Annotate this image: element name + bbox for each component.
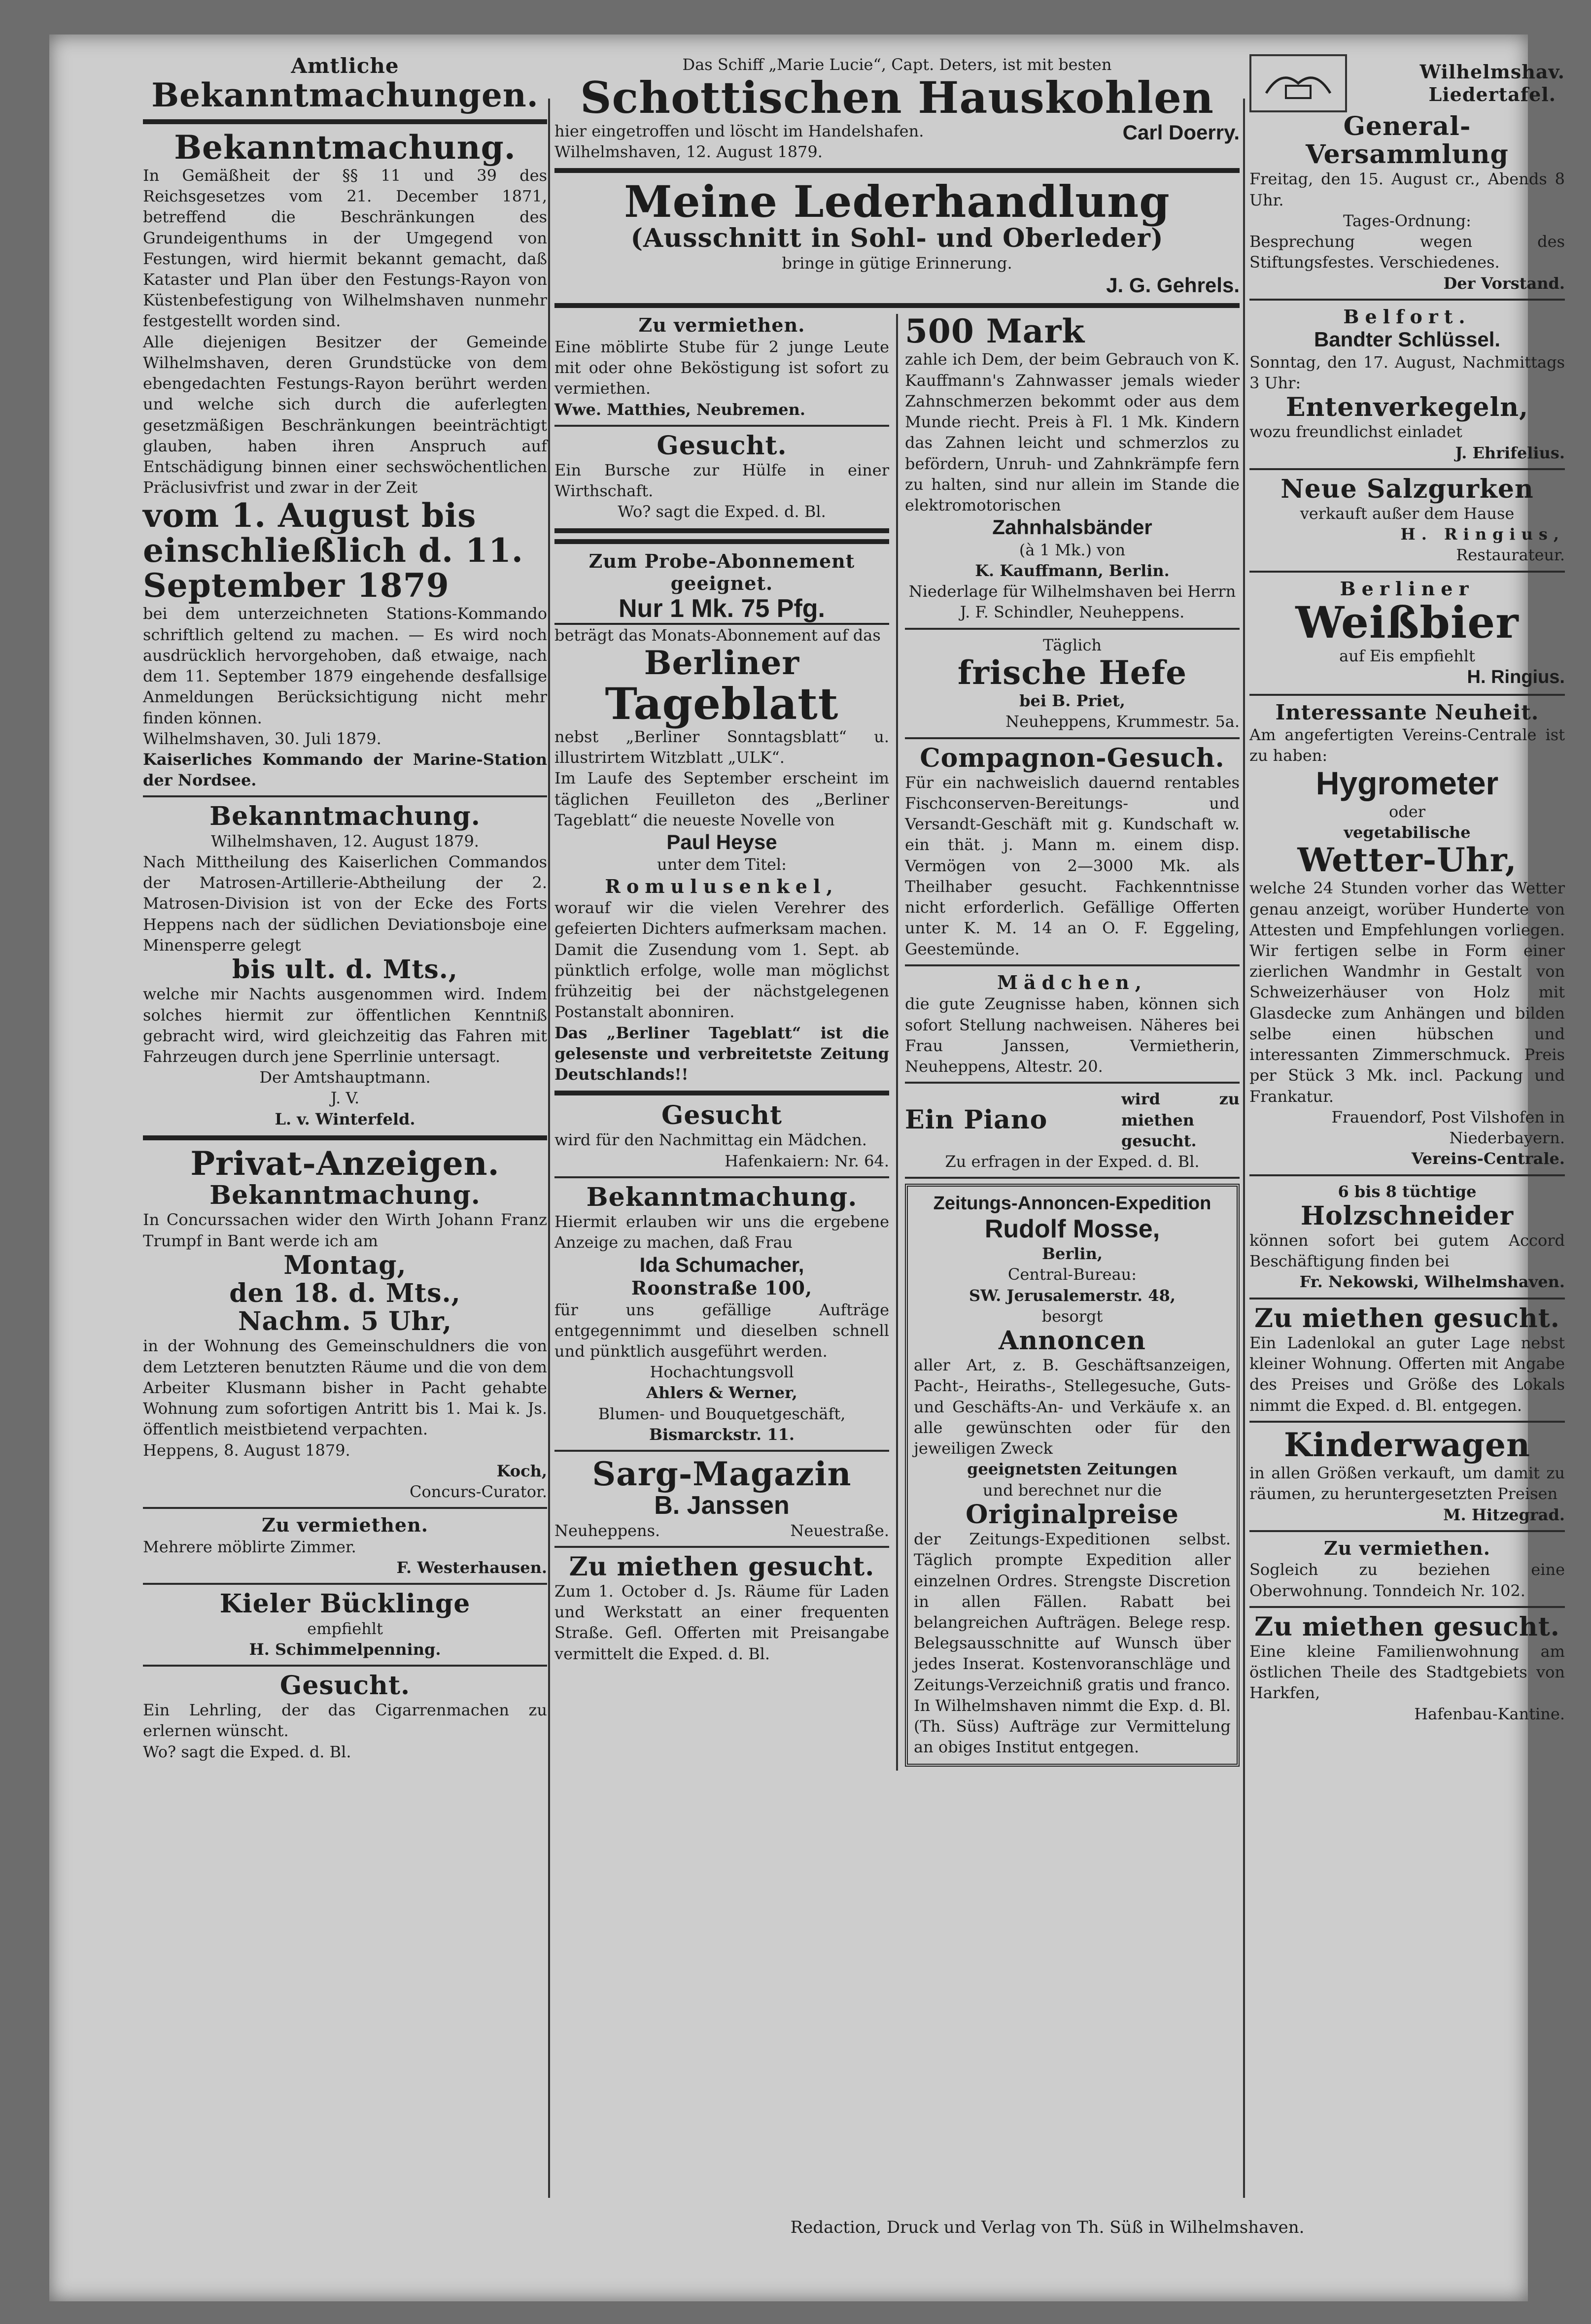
ad-title: Zeitungs-Annoncen-Expedition	[933, 1193, 1211, 1214]
notice-title: Bekanntmachung.	[209, 801, 481, 832]
ad-title-weissbier: Weißbier	[1295, 597, 1519, 649]
ad-body: Ein Bursche zur Hülfe in einer Wirthschaft.	[554, 460, 889, 501]
ad-signature: Ahlers & Werner,	[646, 1383, 797, 1402]
notice-signature: Kaiserliches Kommando der Marine-Station der Nordsee.	[143, 750, 547, 790]
ad-body: Zu erfragen in der Exped. d. Bl.	[945, 1152, 1200, 1171]
ad-title: Annoncen	[998, 1326, 1146, 1356]
ad-body: verkauft außer dem Hause	[1300, 504, 1515, 523]
ad-title: Gesucht	[661, 1100, 783, 1131]
ad-title: Zum Probe-Abonnement geeignet.	[588, 549, 855, 595]
divider	[1249, 1174, 1565, 1176]
ad-box-mosse	[905, 1184, 1240, 1766]
ad-signature: Wo? sagt die Exped. d. Bl.	[618, 502, 826, 521]
divider	[1249, 1530, 1565, 1532]
notice-body: bei dem unterzeichneten Stations-Kommando schriftlich geltend zu machen. — Es wird noch ausdrücklich hervorgehoben, daß etwaige, nach dem 11. September 1879 eingehende desfallsige Anmeldungen Berücksichtigung nicht mehr finden können.	[143, 604, 547, 727]
ad-body: Täglich	[1043, 635, 1102, 654]
liedertafel-title	[1420, 61, 1565, 105]
divider	[1249, 1606, 1565, 1608]
ad-signature: Vereins-Centrale.	[1411, 1149, 1565, 1168]
ad-body: Eine möblirte Stube für 2 junge Leute mit oder ohne Beköstigung ist sofort zu vermiethen.	[554, 337, 889, 398]
ad-signature: H. Ringius,	[1400, 525, 1565, 544]
ad-title: Ein Piano	[905, 1105, 1048, 1135]
column-3	[1249, 54, 1565, 1724]
ad-footer-row	[554, 1520, 889, 1541]
ad-title: Zu vermiethen.	[262, 1514, 428, 1537]
ad-title: Liedertafel.	[1428, 83, 1556, 105]
heading-bekanntmachungen: Bekanntmachungen.	[151, 76, 539, 115]
ad-signature: Wo? sagt die Exped. d. Bl.	[143, 1742, 351, 1761]
ad-body: zahle ich Dem, der beim Gebrauch von K. Kauffmann's Zahnwasser jemals wieder Zahnschmerzen bekommt oder aus dem Munde riecht. Preis à Fl. 1 Mk. Kindern das Zahnen leicht und schmerzlos zu befördern, Unruh- und Zahnkrämpfe fern zu halten, sind nur allein im Stande die elektromotorischen	[905, 350, 1240, 515]
column-2b	[898, 314, 1240, 1770]
ad-body: empfiehlt	[307, 1619, 383, 1638]
ad-name: Rudolf Mosse,	[984, 1214, 1160, 1243]
ad-title-kinderwagen: Kinderwagen	[1283, 1425, 1531, 1464]
ad-title: Gesucht.	[279, 1670, 411, 1701]
notice-highlight: Montag,	[283, 1250, 407, 1280]
ad-title: Versammlung	[1306, 139, 1509, 170]
ad-title: Berliner	[644, 644, 800, 683]
ad-signature: Restaurateur.	[1456, 546, 1565, 565]
ad-address: Roonstraße 100,	[631, 1276, 813, 1299]
ad-title: Neue Salzgurken	[1280, 474, 1534, 504]
ad-title: Compagnon-Gesuch.	[920, 743, 1225, 773]
ad-title: Zu vermiethen.	[638, 314, 805, 337]
ad-title: General-	[1343, 111, 1471, 141]
ad-subtitle: (Ausschnitt in Sohl- und Oberleder)	[630, 223, 1164, 254]
ad-novel-title: Romulusenkel,	[605, 875, 839, 897]
divider	[554, 1091, 889, 1095]
ad-signature: Hafenbau-Kantine.	[1414, 1704, 1565, 1723]
ad-title: Bekanntmachung.	[586, 1182, 858, 1212]
ad-title: frische Hefe	[957, 653, 1187, 692]
ad-product: Zahnhalsbänder	[992, 515, 1152, 539]
ad-title: Sarg-Magazin	[592, 1455, 852, 1494]
ad-body: besorgt	[1041, 1306, 1103, 1326]
ad-title-lederhandlung: Meine Lederhandlung	[624, 176, 1170, 228]
column-2	[554, 54, 1240, 1771]
ad-signature: Blumen- und Bouquetgeschäft,	[598, 1404, 846, 1423]
notice-place: Wilhelmshaven, 30. Juli 1879.	[143, 729, 381, 748]
divider	[554, 1450, 889, 1452]
ad-body: welche 24 Stunden vorher das Wetter genau anzeigt, worüber Hunderte von Attesten und Empfehlungen vorliegen. Wir fertigen selbe in Form einer zierlichen Wandmhr in Gestalt von Schweizerhäuser von Holz mit Glasdecke zum Anhängen und bilden selbe einen hübschen und interessanten Zimmerschmuck. Preis per Stück 3 Mk. incl. Packung und Frankatur.	[1249, 879, 1565, 1106]
divider	[143, 1507, 547, 1509]
ad-title: Bandter Schlüssel.	[1314, 328, 1501, 351]
ad-location: Neuheppens.	[554, 1521, 660, 1540]
ad-signature: J. G. Gehrels.	[1106, 273, 1240, 297]
divider	[554, 1546, 889, 1548]
ad-body: oder	[1389, 802, 1425, 821]
ad-signature: Hafenkaiern: Nr. 64.	[725, 1151, 889, 1170]
ad-title: Originalpreise	[966, 1499, 1179, 1530]
ad-body: Im Laufe des September erscheint im täglichen Feuilleton des „Berliner Tageblatt“ die neueste Novelle von	[554, 769, 889, 829]
notice-signature: Concurs-Curator.	[410, 1482, 547, 1502]
ad-title: Zu miethen gesucht.	[1254, 1611, 1560, 1642]
divider	[1249, 1421, 1565, 1423]
divider	[1249, 1298, 1565, 1299]
ad-body: wozu freundlichst einladet	[1249, 422, 1462, 442]
notice-place: Heppens, 8. August 1879.	[143, 1440, 350, 1460]
ad-title: Interessante Neuheit.	[1275, 700, 1539, 724]
ad-intro: Das Schiff „Marie Lucie“, Capt. Deters, ist mit besten	[682, 55, 1112, 74]
ad-title: Zu miethen gesucht.	[569, 1551, 875, 1582]
ad-body: nebst „Berliner Sonntagsblatt“ u. illustrirtem Witzblatt „ULK“.	[554, 727, 889, 767]
divider	[554, 303, 1240, 308]
ad-body: (à 1 Mk.) von	[1019, 540, 1126, 559]
two-column-section	[554, 314, 1240, 1770]
ad-signature: Carl Doerry.	[1122, 120, 1240, 144]
divider	[905, 1082, 1240, 1084]
ad-body: bringe in gütige Erinnerung.	[782, 253, 1012, 273]
divider	[905, 964, 1240, 966]
ad-body: beträgt das Monats-Abonnement auf das	[554, 626, 881, 645]
ad-body: Hiermit erlauben wir uns die ergebene Anzeige zu machen, daß Frau	[554, 1212, 889, 1252]
ad-body: Sogleich zu beziehen eine Oberwohnung. Tonndeich Nr. 102.	[1249, 1560, 1565, 1600]
ad-title: Mädchen,	[997, 971, 1148, 993]
notice-body: in der Wohnung des Gemeinschuldners die von dem Letzteren benutzten Räume und die von dem Arbeiter Klusmann bisher in Pacht gehabte Wohnung zum sofortigen Antritt bis 1. Mai k. Js. öffentlich meistbietend verpachten.	[143, 1336, 547, 1439]
ad-body: In Wilhelmshaven nimmt die Exp. d. Bl. (Th. Süss) Aufträge zur Vermittelung an obiges Institut entgegen.	[914, 1696, 1231, 1757]
divider	[1249, 468, 1565, 470]
divider	[1249, 694, 1565, 696]
divider	[905, 1177, 1240, 1179]
ad-signature: F. Westerhausen.	[396, 1558, 547, 1577]
ad-signature: Bismarckstr. 11.	[649, 1425, 795, 1444]
divider	[554, 1176, 889, 1178]
divider	[143, 1135, 547, 1140]
ad-product: Hygrometer	[1315, 765, 1499, 802]
ad-body: hier eingetroffen und löscht im Handelshafen.	[554, 121, 924, 140]
divider	[143, 795, 547, 797]
column-2a	[554, 314, 898, 1770]
ad-title: Wilhelmshav.	[1419, 61, 1565, 83]
ad-author: Paul Heyse	[666, 830, 777, 854]
ad-signature: Hochachtungsvoll	[650, 1363, 794, 1382]
ad-body: und berechnet nur die	[983, 1480, 1162, 1500]
ad-body: Damit die Zusendung vom 1. Sept. ab pünktlich erfolge, wolle man möglichst frühzeitig bei der nächstgelegenen Postanstalt abonniren.	[554, 940, 889, 1022]
notice-highlight: Nachm. 5 Uhr,	[238, 1306, 452, 1337]
divider	[143, 119, 547, 124]
ad-body: wird zu miethen gesucht.	[1121, 1090, 1240, 1150]
heading-amtliche: Amtliche	[291, 54, 399, 78]
ad-body: Central-Bureau:	[1007, 1265, 1137, 1284]
divider	[554, 168, 1240, 173]
ad-body: Ein Lehrling, der das Cigarrenmachen zu erlernen wünscht.	[143, 1701, 547, 1741]
imprint-footer: Redaction, Druck und Verlag von Th. Süß in Wilhelmshaven.	[790, 2218, 1305, 2237]
divider	[554, 539, 889, 544]
ad-body-group	[554, 121, 924, 162]
ad-body: vegetabilische	[1344, 822, 1471, 842]
ad-body: Besprechung wegen des Stiftungsfestes. Verschiedenes.	[1249, 232, 1565, 272]
ad-title-schottische-hauskohlen: Schottischen Hauskohlen	[580, 72, 1214, 124]
ad-body: Zum 1. October d. Js. Räume für Laden und Werkstatt an einer frequenten Straße. Gefl. Offerten mit Preisangabe vermittelt die Exped. d. Bl.	[554, 1582, 889, 1663]
notice-body: In Gemäßheit der §§ 11 und 39 des Reichsgesetzes vom 21. December 1871, betreffend die Beschränkungen des Grundeigenthums in der Umgegend von Festungen, wird hiermit bekannt gemacht, daß Kataster und Plan über den Festungs-Rayon von Küstenbefestigung von Wilhelmshaven nunmehr festgestellt worden sind.	[143, 166, 547, 331]
divider	[905, 737, 1240, 739]
liedertafel-header	[1249, 54, 1565, 112]
notice-signature: Koch,	[496, 1461, 547, 1480]
ad-price: Nur 1 Mk. 75 Pfg.	[554, 595, 889, 625]
ad-signature: K. Kauffmann, Berlin.	[975, 561, 1170, 580]
notice-body: In Concurssachen wider den Wirth Johann Franz Trumpf in Bant werde ich am	[143, 1210, 547, 1250]
notice-title: Bekanntmachung.	[174, 128, 516, 167]
ad-address: Frauendorf, Post Vilshofen in Niederbayern.	[1331, 1107, 1565, 1148]
ad-signature: H. Schimmelpenning.	[249, 1640, 441, 1659]
ad-body: für uns gefällige Aufträge entgegennimmt und dieselben schnell und pünktlich ausgeführt werden.	[554, 1300, 889, 1361]
notice-body: welche mir Nachts ausgenommen wird. Indem solches hiermit zur öffentlichen Kenntniß gebracht wird, wird gleichzeitig das Fahren mit Fahrzeugen durch jene Sperrlinie untersagt.	[143, 985, 547, 1066]
ad-body: aller Art, z. B. Geschäftsanzeigen, Pacht-, Heiraths-, Stellegesuche, Guts- und Geschäfts-An- und Verkäufe x. an alle gewünschten oder für den jeweiligen Zweck	[914, 1356, 1231, 1458]
ad-body: können sofort bei gutem Accord Beschäftigung finden bei	[1249, 1230, 1565, 1271]
ad-signature: M. Hitzegrad.	[1443, 1505, 1565, 1524]
ad-title: Holzschneider	[1300, 1200, 1514, 1231]
ad-body: Sonntag, den 17. August, Nachmittags 3 Uhr:	[1249, 352, 1565, 392]
ad-body: Am angefertigten Vereins-Centrale ist zu haben:	[1249, 725, 1565, 765]
ad-product: Wetter-Uhr,	[1297, 841, 1517, 879]
column-rule	[548, 99, 550, 2198]
ad-title: Zu miethen gesucht.	[1254, 1303, 1560, 1333]
ad-body: wird für den Nachmittag ein Mädchen.	[554, 1130, 867, 1150]
divider	[1249, 571, 1565, 573]
notice-title: Bekanntmachung.	[209, 1180, 481, 1211]
ad-title: Gesucht.	[657, 430, 787, 461]
notice-place: Wilhelmshaven, 12. August 1879.	[211, 831, 479, 851]
column-rule	[1243, 99, 1245, 2198]
notice-date-range: vom 1. August bis einschließlich d. 11. September 1879	[143, 496, 523, 605]
ad-signature: Fr. Nekowski, Wilhelmshaven.	[1299, 1272, 1565, 1292]
ad-signature: Der Vorstand.	[1443, 273, 1565, 293]
ad-body: worauf wir die vielen Verehrer des gefeierten Dichters aufmerksam machen.	[554, 898, 889, 938]
ad-body: Tages-Ordnung:	[1343, 211, 1471, 230]
ad-body: Das „Berliner Tageblatt“ ist die gelesenste und verbreitetste Zeitung Deutschlands!!	[554, 1023, 889, 1084]
ad-body: Eine kleine Familienwohnung am östlichen Theile des Stadtgebiets von Harkfen,	[1249, 1642, 1565, 1703]
ad-signature: J. Ehrifelius.	[1455, 443, 1565, 462]
ad-signature: bei B. Priet,	[1019, 691, 1125, 711]
ad-piano-row	[905, 1089, 1240, 1151]
notice-highlight: den 18. d. Mts.,	[229, 1278, 461, 1309]
ad-signature: Wwe. Matthies, Neubremen.	[554, 400, 806, 419]
ad-body: geeignetsten Zeitungen	[967, 1460, 1177, 1479]
ad-place: Wilhelmshaven, 12. August 1879.	[554, 142, 823, 161]
ad-body: der Zeitungs-Expeditionen selbst. Täglich prompte Expedition aller einzelnen Ordres. Strengste Discretion in allen Fällen. Rabatt bei belangreichen Aufträgen. Belege resp. Belegsausschnitte auf Wunsch über jedes Inserat. Kostenvoranschläge und Zeitungs-Verzeichniß gratis und franco.	[914, 1530, 1231, 1694]
ad-title: Entenverkegeln,	[1285, 392, 1529, 423]
ad-body: Mehrere möblirte Zimmer.	[143, 1537, 356, 1556]
ad-title: Kieler Bücklinge	[219, 1589, 471, 1619]
liedertafel-logo	[1249, 54, 1347, 112]
divider	[143, 1583, 547, 1585]
column-1	[143, 54, 547, 1762]
notice-body: Nach Mittheilung des Kaiserlichen Commandos der Matrosen-Artillerie-Abtheilung der 2. Matrosen-Division ist von der Ecke des Forts Heppens nach der südlichen Deviationsboje eine Minensperre gelegt	[143, 852, 547, 955]
ad-city: Berlin,	[1042, 1244, 1103, 1264]
ad-body: Für ein nachweislich dauernd rentables Fischconserven-Bereitungs- und Versandt-Geschäft mit g. Kundschaft w. ein thät. j. Mann m. einem disp. Vermögen von 2—3000 Mk. als Theilhaber gesucht. Fachkenntnisse nicht erforderlich. Gefällige Offerten unter K. M. 14 an O. F. Eggeling, Geestemünde.	[905, 773, 1240, 958]
ad-name: B. Janssen	[654, 1491, 790, 1520]
ad-body: Ein Ladenlokal an guter Lage nebst kleiner Wohnung. Offerten mit Angabe des Preises und Größe des Lokals nimmt die Exped. d. Bl. entgegen.	[1249, 1333, 1565, 1415]
ad-body: die gute Zeugnisse haben, können sich sofort Stellung nachweisen. Näheres bei Frau Janssen, Vermietherin, Neuheppens, Altestr. 20.	[905, 994, 1240, 1076]
notice-body: Alle diejenigen Besitzer der Gemeinde Wilhelmshaven, deren Grundstücke von dem ebengedachten Festungs-Rayon berührt werden und welche sich durch die auferlegten gesetzmäßigen Beschränkungen beeinträchtigt glauben, haben ihren Anspruch auf Entschädigung binnen einer sechswöchentlichen Präclusivfrist und zwar in der Zeit	[143, 332, 547, 497]
divider	[554, 425, 889, 427]
notice-signature: L. v. Winterfeld.	[275, 1109, 415, 1128]
ad-body: 6 bis 8 tüchtige	[1338, 1182, 1477, 1201]
ad-name: Ida Schumacher,	[639, 1253, 804, 1276]
ad-footer-row	[554, 121, 1240, 162]
notice-highlight: bis ult. d. Mts.,	[232, 955, 458, 985]
notice-signature: Der Amtshauptmann.	[259, 1068, 431, 1087]
ad-address: Neuheppens, Krummestr. 5a.	[1005, 712, 1240, 731]
divider	[554, 528, 889, 533]
ad-address: SW. Jerusalemerstr. 48,	[969, 1286, 1176, 1305]
ad-title-tageblatt: Tageblatt	[605, 678, 839, 729]
ad-title: Zu vermiethen.	[1324, 1537, 1490, 1559]
ad-title-500-mark: 500 Mark	[905, 312, 1085, 351]
ad-body: auf Eis empfiehlt	[1339, 646, 1475, 665]
notice-signature: J. V.	[330, 1089, 360, 1108]
ad-body: Niederlage für Wilhelmshaven bei Herrn J. F. Schindler, Neuheppens.	[908, 582, 1236, 622]
ad-body: Freitag, den 15. August cr., Abends 8 Uhr.	[1249, 170, 1565, 209]
ad-title: Berliner	[1340, 577, 1475, 600]
divider	[905, 628, 1240, 630]
divider	[1249, 299, 1565, 301]
heading-privat-anzeigen: Privat-Anzeigen.	[190, 1144, 500, 1183]
ad-signature: H. Ringius.	[1467, 666, 1565, 687]
divider	[143, 1665, 547, 1667]
ad-location: Neuestraße.	[790, 1521, 889, 1540]
ad-body: in allen Größen verkauft, um damit zu räumen, zu heruntergesetzten Preisen	[1249, 1464, 1565, 1504]
ad-title: Belfort.	[1343, 305, 1471, 328]
ad-body: unter dem Titel:	[657, 855, 787, 874]
